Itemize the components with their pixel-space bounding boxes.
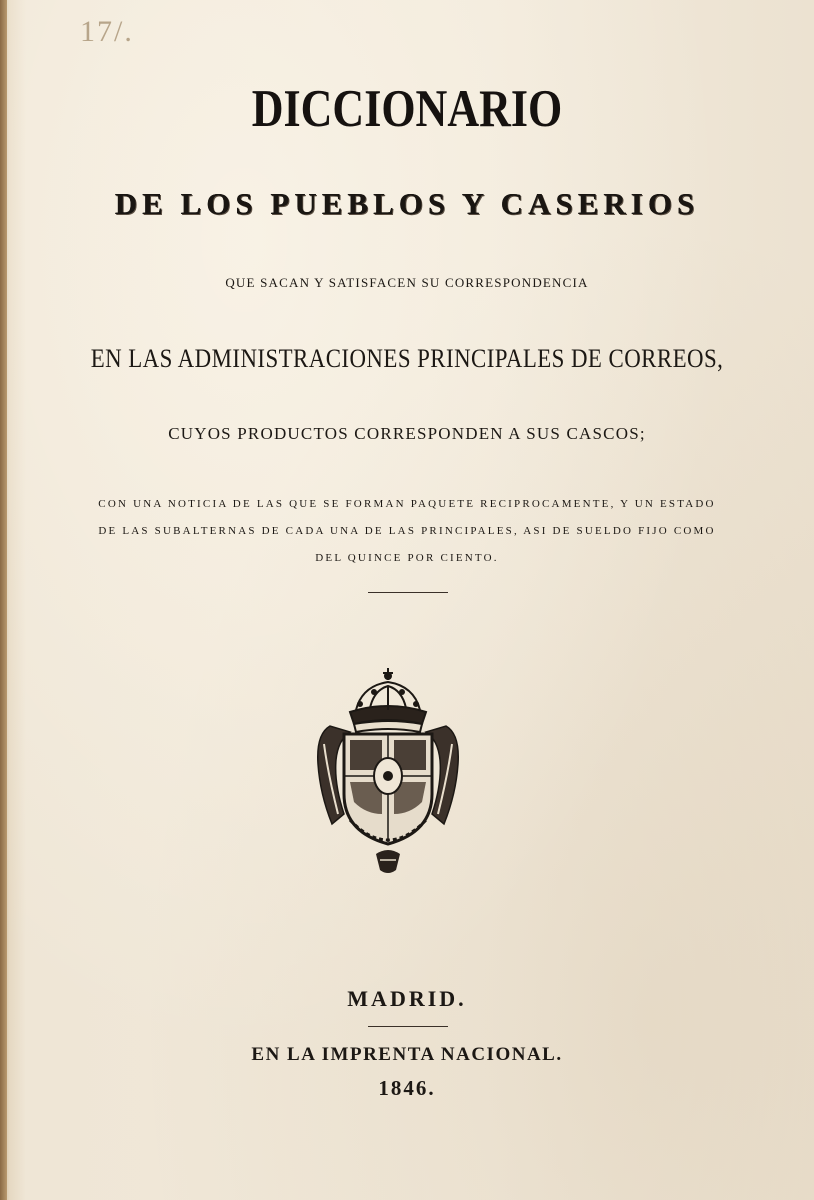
- correspondence-line: QUE SACAN Y SATISFACEN SU CORRESPONDENCIA: [225, 275, 589, 290]
- handwritten-mark: 17/.: [80, 15, 134, 48]
- royal-coat-of-arms-icon: [310, 664, 466, 880]
- book-subtitle: DE LOS PUEBLOS Y CASERIOS: [114, 186, 700, 221]
- publication-place: MADRID.: [347, 986, 467, 1011]
- notice-line-3: DEL QUINCE POR CIENTO.: [315, 552, 499, 564]
- book-spine-edge: [0, 0, 7, 1200]
- divider-rule: [368, 592, 448, 593]
- notice-line-2: DE LAS SUBALTERNAS DE CADA UNA DE LAS PRINCIPALES, ASI DE SUELDO FIJO COMO: [98, 525, 716, 537]
- publication-year: 1846.: [378, 1076, 436, 1100]
- book-title: DICCIONARIO: [251, 79, 563, 138]
- notice-line-1: CON UNA NOTICIA DE LAS QUE SE FORMAN PAQUETE RECIPROCAMENTE, Y UN ESTADO: [98, 498, 716, 510]
- products-line: CUYOS PRODUCTOS CORRESPONDEN A SUS CASCOS;: [168, 424, 646, 443]
- printer-name: EN LA IMPRENTA NACIONAL.: [251, 1044, 563, 1065]
- divider-rule-bottom: [368, 1026, 448, 1027]
- administrations-line: EN LAS ADMINISTRACIONES PRINCIPALES DE CORREOS,: [90, 344, 724, 373]
